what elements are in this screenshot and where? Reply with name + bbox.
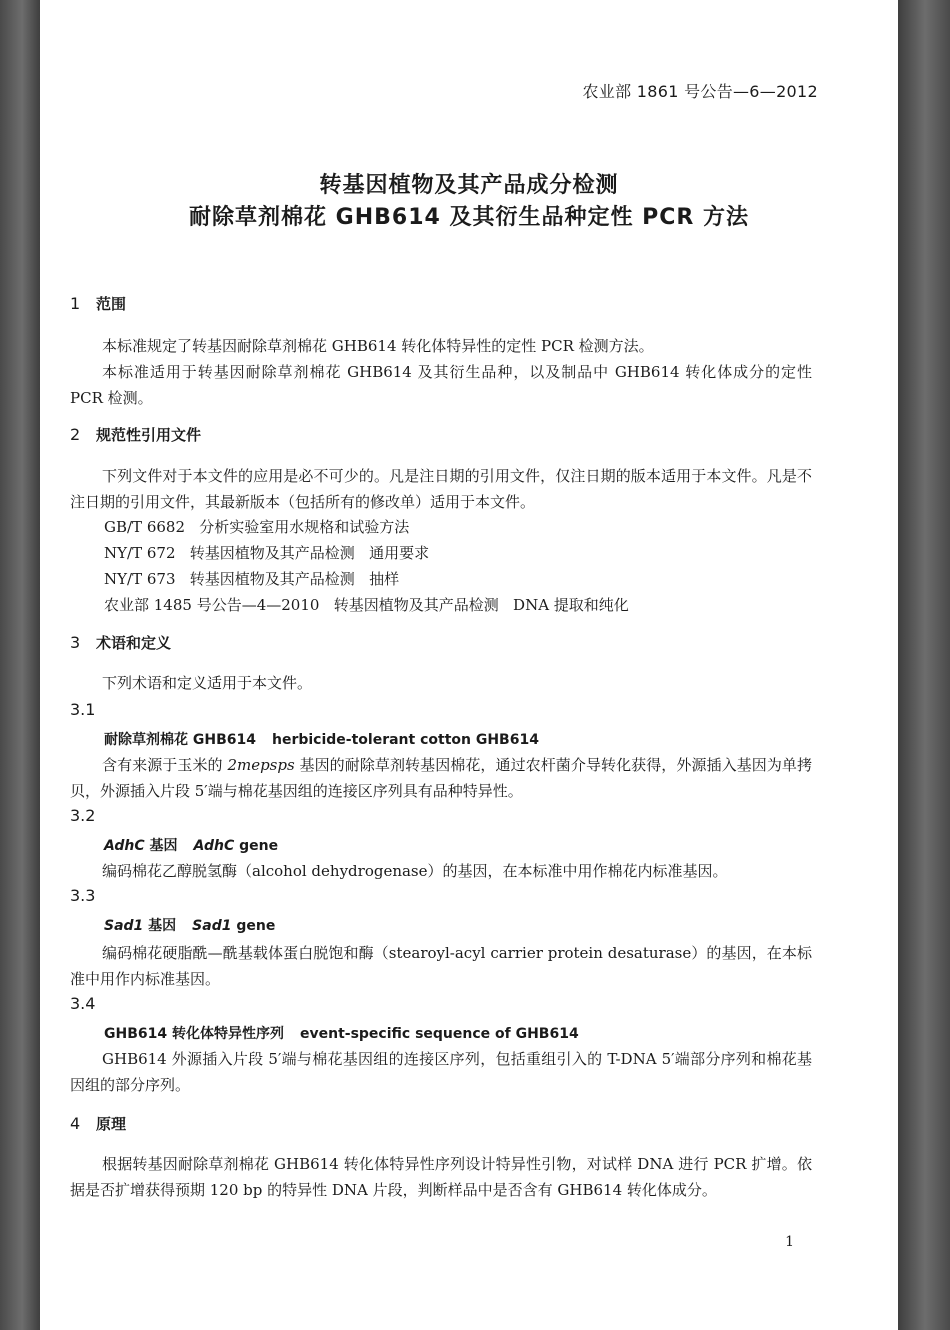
gene-name: AdhC: [193, 838, 235, 854]
section-number: 1: [70, 294, 81, 313]
term-english: herbicide-tolerant cotton GHB614: [271, 732, 539, 748]
section-4-heading: [70, 1113, 126, 1134]
reference-item: NY/T 672 转基因植物及其产品检测 通用要求: [104, 544, 430, 562]
gene-name: Sad1: [192, 918, 232, 934]
gene-name: AdhC: [104, 838, 145, 854]
scope-paragraph-2: 本标准适用于转基因耐除草剂棉花 GHB614 及其衍生品种，以及制品中 GHB614 转化体成分的定性 PCR 检测。: [70, 363, 812, 407]
page-number: 1: [785, 1234, 794, 1250]
section-number: 3: [70, 633, 81, 652]
term-english: event-specific sequence of GHB614: [299, 1026, 579, 1042]
title-line-2: 耐除草剂棉花 GHB614 及其衍生品种定性 PCR 方法: [188, 205, 749, 230]
definition-3-4: GHB614 外源插入片段 5′端与棉花基因组的连接区序列，包括重组引入的 T-DNA 5′端部分序列和棉花基因组的部分序列。: [70, 1050, 812, 1094]
reference-item: GB/T 6682 分析实验室用水规格和试验方法: [104, 518, 410, 536]
term-3-4: [104, 1023, 579, 1043]
clause-number: 3.3: [70, 886, 96, 905]
definition-3-3: 编码棉花硬脂酰—酰基载体蛋白脱饱和酶（stearoyl-acyl carrier protein desaturase）的基因，在本标准中用作内标准基因。: [70, 944, 812, 988]
references-intro: 下列文件对于本文件的应用是必不可少的。凡是注日期的引用文件，仅注日期的版本适用于本文件。凡是不注日期的引用文件，其最新版本（包括所有的修改单）适用于本文件。: [70, 467, 812, 511]
term-3-3: Sad1 基因 Sad1 gene: [104, 918, 276, 934]
section-title: 原理: [96, 1115, 127, 1133]
definition-3-1: 含有来源于玉米的 2mepsps 基因的耐除草剂转基因棉花，通过农杆菌介导转化获得，外源插入基因为单拷贝，外源插入片段 5′端与棉花基因组的连接区序列具有品种特异性。: [70, 756, 812, 800]
term-chinese: 耐除草剂棉花 GHB614: [104, 732, 256, 748]
section-2-heading: [70, 424, 201, 445]
terms-intro: 下列术语和定义适用于本文件。: [102, 674, 313, 692]
clause-number: 3.1: [70, 700, 96, 719]
gene-name: 2mepsps: [227, 756, 295, 774]
principle-paragraph: 根据转基因耐除草剂棉花 GHB614 转化体特异性序列设计特异性引物，对试样 DNA 进行 PCR 扩增。依据是否扩增获得预期 120 bp 的特异性 DNA 片段，判断样品中是否含有 GHB614 转化体成分。: [70, 1155, 812, 1199]
reference-item: 农业部 1485 号公告—4—2010 转基因植物及其产品检测 DNA 提取和纯化: [104, 596, 629, 614]
section-number: 4: [70, 1114, 81, 1133]
term-chinese: GHB614 转化体特异性序列: [104, 1026, 284, 1042]
section-number: 2: [70, 425, 81, 444]
section-title: 范围: [96, 295, 127, 313]
announcement-code: 农业部 1861 号公告—6—2012: [582, 82, 818, 101]
definition-3-2: 编码棉花乙醇脱氢酶（alcohol dehydrogenase）的基因，在本标准中用作棉花内标准基因。: [102, 862, 728, 880]
scope-paragraph-1: 本标准规定了转基因耐除草剂棉花 GHB614 转化体特异性的定性 PCR 检测方法。: [102, 337, 654, 355]
section-title: 规范性引用文件: [96, 426, 202, 444]
term-3-2: AdhC 基因 AdhC gene: [104, 838, 279, 854]
document-page: [40, 0, 898, 1330]
term-3-1: [104, 729, 539, 749]
gene-name: Sad1: [104, 918, 144, 934]
clause-number: 3.2: [70, 806, 96, 825]
section-3-heading: [70, 632, 171, 653]
section-1-heading: [70, 293, 126, 314]
title-line-1: 转基因植物及其产品成分检测: [319, 173, 619, 198]
clause-number: 3.4: [70, 994, 96, 1013]
reference-item: NY/T 673 转基因植物及其产品检测 抽样: [104, 570, 400, 588]
section-title: 术语和定义: [96, 634, 172, 652]
